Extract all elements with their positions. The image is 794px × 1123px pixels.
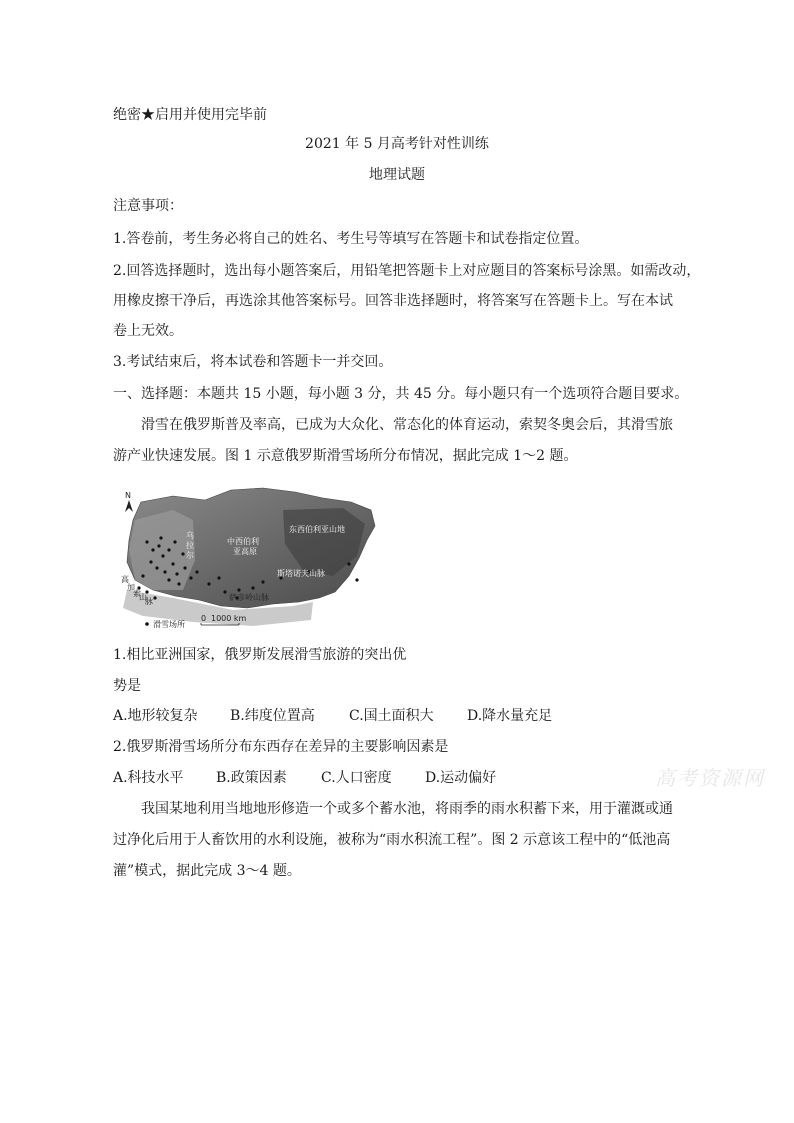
q1-stem-line-2: 势是 bbox=[113, 678, 141, 694]
passage-1-line-2: 游产业快速发展。图 1 示意俄罗斯滑雪场所分布情况，据此完成 1～2 题。 bbox=[113, 448, 578, 464]
label-caucasus-4: 山 bbox=[139, 593, 147, 602]
notes-item-2-line-1: 2.回答选择题时，选出每小题答案后，用铅笔把答题卡上对应题目的答案标号涂黑。如需改动， bbox=[113, 263, 701, 279]
legend-dot-icon bbox=[145, 622, 149, 626]
label-caucasus-5: 脉 bbox=[145, 597, 153, 606]
passage-1-line-1: 滑雪在俄罗斯普及率高，已成为大众化、常态化的体育运动，索契冬奥会后，其滑雪旅 bbox=[141, 417, 673, 433]
q1-option-a: A.地形较复杂 bbox=[113, 708, 198, 724]
notes-heading: 注意事项： bbox=[113, 198, 183, 214]
watermark: 高考资源网 bbox=[655, 766, 765, 790]
q2-option-b: B.政策因素 bbox=[216, 770, 287, 786]
section-1-heading: 一、选择题：本题共 15 小题，每小题 3 分，共 45 分。每小题只有一个选项符合题目要求。 bbox=[113, 386, 689, 402]
q1-option-b: B.纬度位置高 bbox=[230, 708, 315, 724]
label-ural-3: 尔 bbox=[186, 551, 194, 560]
subject-title: 地理试题 bbox=[369, 167, 425, 183]
q1-option-d: D.降水量充足 bbox=[467, 708, 553, 724]
label-ural-2: 拉 bbox=[186, 541, 194, 550]
passage-2-line-3: 灌”模式，据此完成 3～4 题。 bbox=[113, 863, 301, 879]
q2-option-d: D.运动偏好 bbox=[425, 770, 497, 786]
svg-text:1000 km: 1000 km bbox=[211, 614, 247, 623]
label-central-siberia-2: 亚高原 bbox=[233, 547, 257, 556]
label-caucasus-3: 索 bbox=[133, 589, 141, 598]
russia-ski-map-figure bbox=[113, 480, 378, 630]
q2-option-c: C.人口密度 bbox=[321, 770, 392, 786]
notes-item-2-line-3: 卷上无效。 bbox=[113, 323, 183, 339]
svg-text:0: 0 bbox=[201, 614, 207, 623]
notes-item-3: 3.考试结束后，将本试卷和答题卡一并交回。 bbox=[113, 354, 393, 370]
label-caucasus-2: 加 bbox=[127, 583, 135, 592]
label-central-siberia-1: 中西伯利 bbox=[227, 537, 259, 546]
label-ural-1: 乌 bbox=[186, 531, 194, 540]
q1-option-c: C.国土面积大 bbox=[349, 708, 434, 724]
exam-title: 2021 年 5 月高考针对性训练 bbox=[305, 136, 489, 152]
legend-text: 滑雪场所 bbox=[153, 620, 185, 629]
russia-map-svg bbox=[113, 480, 378, 630]
label-stanovoy: 斯塔诺夫山脉 bbox=[277, 569, 325, 578]
secret-label: 绝密★启用并使用完毕前 bbox=[113, 107, 267, 123]
passage-2-line-2: 过净化后用于人畜饮用的水利设施，被称为“雨水积流工程”。图 2 示意该工程中的“低池高 bbox=[113, 832, 671, 848]
label-east-siberia: 东西伯利亚山地 bbox=[289, 525, 345, 534]
q2-stem: 2.俄罗斯滑雪场所分布东西存在差异的主要影响因素是 bbox=[113, 739, 449, 755]
q2-option-a: A.科技水平 bbox=[113, 770, 184, 786]
west-plain-shade bbox=[129, 510, 195, 590]
svg-text:N: N bbox=[125, 491, 131, 500]
label-caucasus-1: 高 bbox=[121, 575, 129, 584]
notes-item-1: 1.答卷前，考生务必将自己的姓名、考生号等填写在答题卡和试卷指定位置。 bbox=[113, 231, 589, 247]
notes-item-2-line-2: 用橡皮擦干净后，再选涂其他答案标号。回答非选择题时，将答案写在答题卡上。写在本试 bbox=[113, 293, 673, 309]
passage-2-line-1: 我国某地利用当地地形修造一个或多个蓄水池，将雨季的雨水积蓄下来，用于灌溉或通 bbox=[141, 801, 673, 817]
q1-stem-line-1: 1.相比亚洲国家，俄罗斯发展滑雪旅游的突出优 bbox=[113, 647, 407, 663]
label-sayan: 萨彦岭山脉 bbox=[229, 593, 269, 602]
north-arrow-icon bbox=[125, 491, 133, 512]
